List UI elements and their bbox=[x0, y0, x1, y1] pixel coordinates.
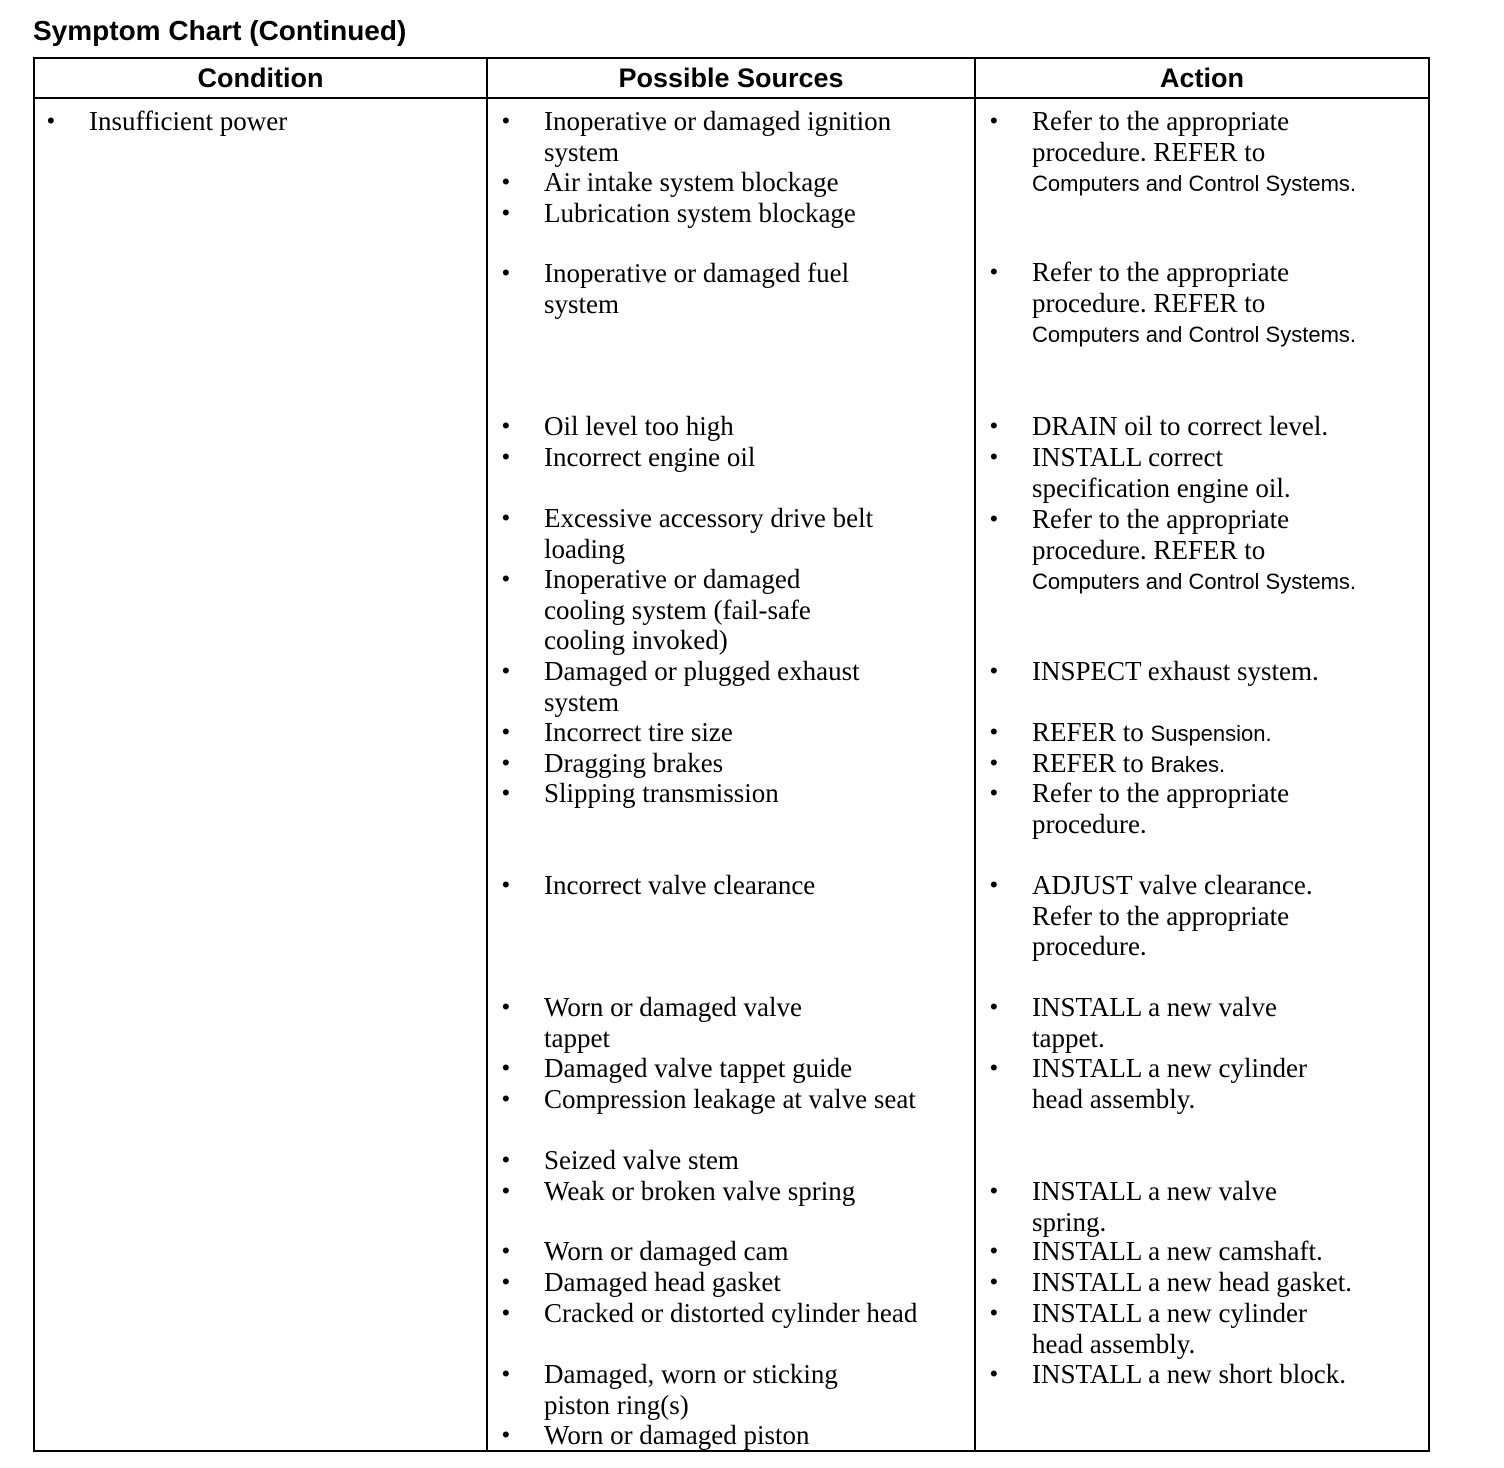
column-divider bbox=[486, 57, 488, 1452]
header-divider bbox=[33, 97, 1430, 99]
reference-link[interactable]: Computers and Control Systems. bbox=[1032, 569, 1357, 594]
reference-link[interactable]: Suspension. bbox=[1150, 721, 1272, 746]
header-condition: Condition bbox=[197, 63, 324, 93]
header-action: Action bbox=[1160, 63, 1244, 93]
reference-link[interactable]: Computers and Control Systems. bbox=[1032, 171, 1357, 196]
reference-link[interactable]: Brakes. bbox=[1150, 752, 1226, 777]
condition-text: Insufficient power bbox=[89, 106, 288, 136]
bullet: • bbox=[47, 108, 55, 133]
reference-link[interactable]: Computers and Control Systems. bbox=[1032, 322, 1357, 347]
column-divider bbox=[974, 57, 976, 1452]
header-possible-sources: Possible Sources bbox=[618, 63, 844, 93]
page-title: Symptom Chart (Continued) bbox=[33, 15, 407, 46]
